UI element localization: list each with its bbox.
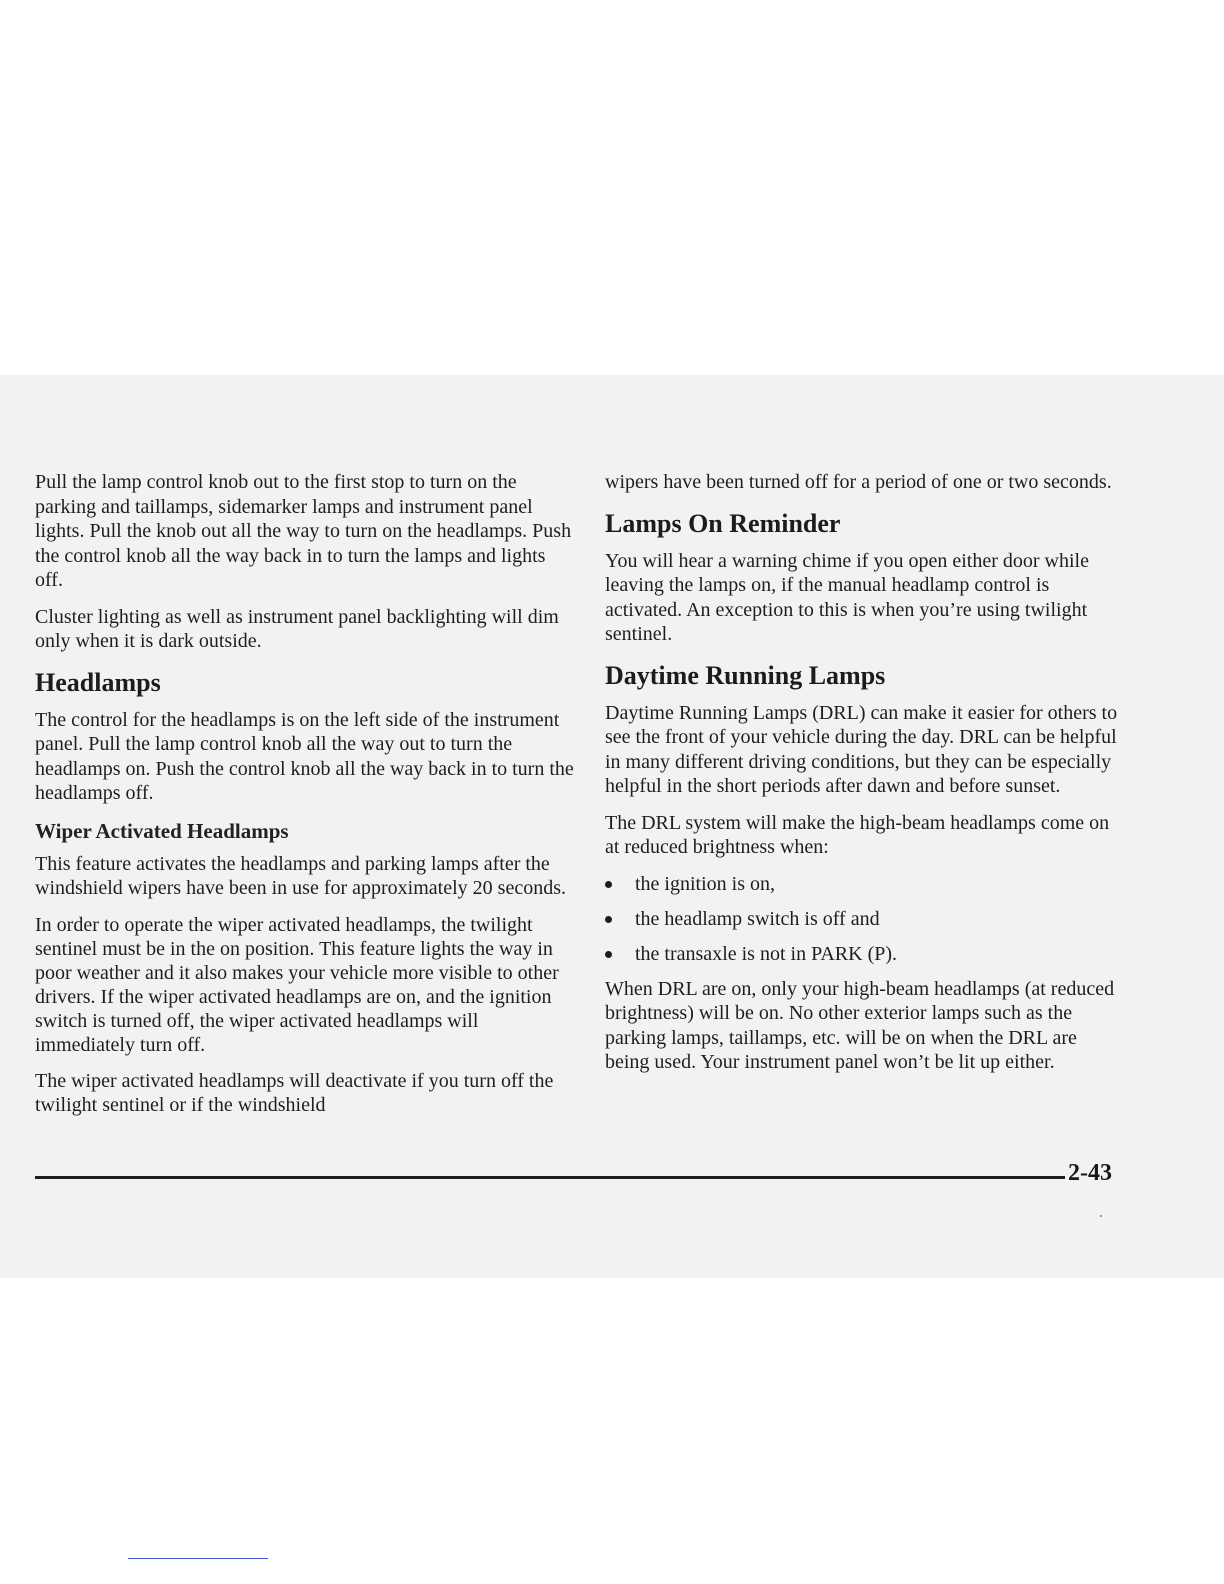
intro-paragraph-2: Cluster lighting as well as instrument panel backlighting will dim only when it is dark outside. bbox=[35, 605, 559, 652]
drl-closing-paragraph: When DRL are on, only your high-beam headlamps (at reduced brightness) will be on. No other exterior lamps such as the parking lamps, taillamps, etc. will be on when the DRL are being used. Your instrument panel won’t be lit up either. bbox=[605, 977, 1115, 1073]
bullet-icon bbox=[605, 951, 612, 958]
drl-paragraph-2: The DRL system will make the high-beam headlamps come on at reduced brightness when: bbox=[605, 811, 1110, 858]
bullet-icon bbox=[605, 881, 612, 888]
drl-heading: Daytime Running Lamps bbox=[605, 660, 886, 690]
drl-conditions-list bbox=[605, 872, 1125, 966]
drl-paragraph-1: Daytime Running Lamps (DRL) can make it easier for others to see the front of your vehicle during the day. DRL can be helpful in many different driving conditions, but they can be especially helpful in the short periods after dawn and before sunset. bbox=[605, 701, 1118, 797]
lamps-on-reminder-heading: Lamps On Reminder bbox=[605, 508, 841, 538]
wiper-paragraph-3: The wiper activated headlamps will deactivate if you turn off the twilight sentinel or if the windshield bbox=[35, 1069, 554, 1116]
list-item-text: the headlamp switch is off and bbox=[635, 907, 880, 930]
right-column bbox=[605, 470, 1125, 1087]
wiper-paragraph-1: This feature activates the headlamps and parking lamps after the windshield wipers have been in use for approximately 20 seconds. bbox=[35, 852, 566, 899]
scan-speck bbox=[1100, 1215, 1102, 1217]
footer-rule bbox=[35, 1176, 1065, 1179]
list-item-text: the transaxle is not in PARK (P). bbox=[635, 942, 898, 965]
wiper-paragraph-2: In order to operate the wiper activated headlamps, the twilight sentinel must be in the on position. This feature lights the way in poor weather and it also makes your vehicle more visible to other drivers. If the wiper activated headlamps are on, and the ignition switch is turned off, the wiper activated headlamps will immediately turn off. bbox=[35, 913, 559, 1056]
lamps-on-reminder-paragraph: You will hear a warning chime if you open either door while leaving the lamps on, if the manual headlamp control is activated. An exception to this is when you’re using twilight sentinel. bbox=[605, 549, 1089, 645]
list-item bbox=[605, 872, 1125, 896]
continuation-paragraph: wipers have been turned off for a period of one or two seconds. bbox=[605, 471, 1112, 493]
bullet-icon bbox=[605, 916, 612, 923]
list-item bbox=[605, 942, 1125, 966]
wiper-activated-heading: Wiper Activated Headlamps bbox=[35, 818, 289, 843]
headlamps-paragraph: The control for the headlamps is on the left side of the instrument panel. Pull the lamp control knob all the way out to turn the headlamps on. Push the control knob all the way back in to turn the headlamps off. bbox=[35, 708, 574, 804]
left-column bbox=[35, 470, 575, 1130]
list-item bbox=[605, 907, 1125, 931]
intro-paragraph-1: Pull the lamp control knob out to the first stop to turn on the parking and taillamps, sidemarker lamps and instrument panel lights. Pull the knob out all the way to turn on the headlamps. Push the control knob all the way back in to turn the lamps and lights off. bbox=[35, 471, 572, 591]
bottom-link-underline bbox=[128, 1558, 268, 1559]
page-number: 2-43 bbox=[1068, 1160, 1112, 1186]
headlamps-heading: Headlamps bbox=[35, 667, 161, 697]
list-item-text: the ignition is on, bbox=[635, 872, 775, 895]
